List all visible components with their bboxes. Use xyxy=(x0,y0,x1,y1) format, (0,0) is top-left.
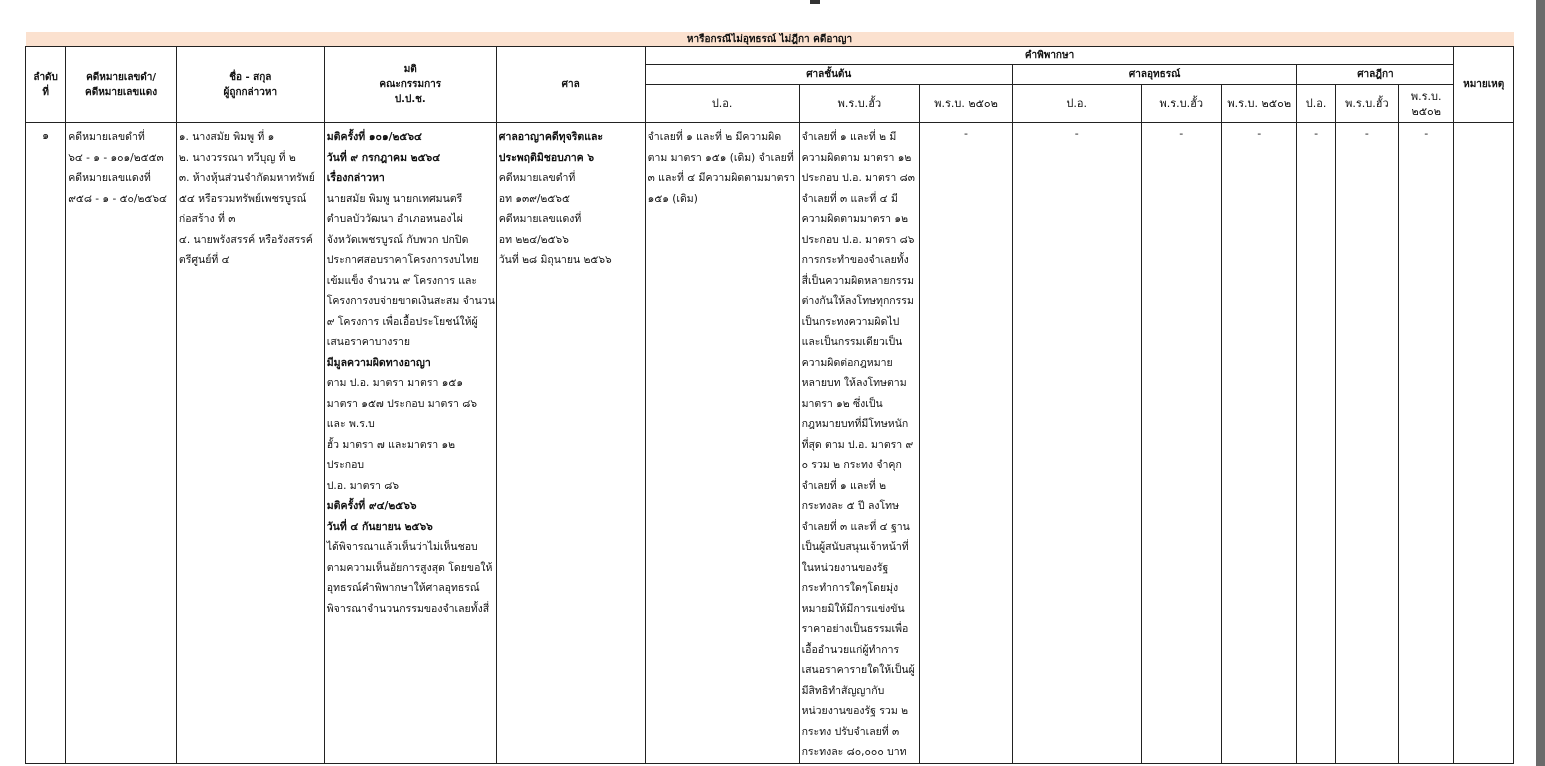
text-line: กระทำการใดๆโดยมุ่ง xyxy=(801,582,899,594)
text-line: ๓. ห้างหุ้นส่วนจำกัดมหาทรัพย์ xyxy=(178,172,315,184)
text-line: วันที่ ๔ กันยายน ๒๕๖๖ xyxy=(326,520,433,533)
text-line: จำเลยที่ ๓ และที่ ๔ มี xyxy=(801,192,898,205)
header-accused-name: ชื่อ - สกุล ผู้ถูกกล่าวหา xyxy=(176,47,324,123)
text-line: ๒. นางวรรณา ทวีบุญ ที่ ๒ xyxy=(178,151,296,164)
text-line: พิจารณาจำนวนกรรมของจำเลยทั้งสี่ xyxy=(326,602,490,615)
text-line: มีสิทธิทำสัญญากับ xyxy=(801,684,885,697)
text-line: ที่สุด ตาม ป.อ. มาตรา ๙ xyxy=(801,438,914,451)
cell-fi-act-2502: - xyxy=(920,123,1013,764)
text-line: อท ๒๒๔/๒๕๖๖ xyxy=(498,233,569,246)
text-line: ๑๕๑ (เดิม) xyxy=(647,192,698,205)
header-appeal-court: ศาลอุทธรณ์ xyxy=(1012,65,1297,85)
cell-sc-bid-act: - xyxy=(1335,123,1398,764)
text-line: คดีหมายเลขดำที่ xyxy=(498,172,576,184)
text-line: จำเลยที่ ๑ และที่ ๒ มีความผิด xyxy=(647,131,782,143)
header-sc-criminal-code: ป.อ. xyxy=(1297,85,1335,123)
text-line: เรื่องกล่าวหา xyxy=(326,172,385,184)
text-line: มีมูลความผิดทางอาญา xyxy=(326,356,431,369)
header-fi-bid-act: พ.ร.บ.ฮั้ว xyxy=(799,85,920,123)
cell-fi-bid-act xyxy=(799,123,920,764)
header-nacc-resolution: มติ คณะกรรมการ ป.ป.ช. xyxy=(324,47,496,123)
cell-case-number xyxy=(66,123,177,764)
text-line: ก่อสร้าง ที่ ๓ xyxy=(178,213,236,225)
header-ap-bid-act: พ.ร.บ.ฮั้ว xyxy=(1141,85,1221,123)
text-line: ความผิดตามมาตรา ๑๒ xyxy=(801,213,909,225)
text-line: มาตรา ๑๕๗ ประกอบ มาตรา ๘๖ xyxy=(326,397,478,410)
text-line: ๙๕๘ - ๑ - ๕๐/๒๕๖๔ xyxy=(68,192,167,205)
text-line: ตำบลบัววัฒนา อำเภอหนองไผ่ xyxy=(326,213,463,225)
cell-sc-criminal-code: - xyxy=(1297,123,1335,764)
cell-ap-bid-act: - xyxy=(1141,123,1221,764)
text-line: เป็นกระทงความผิดไป xyxy=(801,315,900,328)
text-line: และ พ.ร.บ xyxy=(326,418,375,430)
text-line: จำเลยที่ ๑ และที่ ๒ xyxy=(801,479,887,492)
text-line: การกระทำของจำเลยทั้ง xyxy=(801,254,909,266)
text-line: ๕๔ หรือรวมทรัพย์เพชรบูรณ์ xyxy=(178,192,307,205)
cell-sc-act-2502: - xyxy=(1399,123,1454,764)
header-sc-act-2502: พ.ร.บ. ๒๕๐๒ xyxy=(1399,85,1454,123)
cell-remarks xyxy=(1454,123,1514,764)
text-line: ๐ รวม ๒ กระทง จำคุก xyxy=(801,459,902,471)
text-line: กระทงละ ๕ ปี ลงโทษ xyxy=(801,500,899,512)
text-line: จังหวัดเพชรบูรณ์ กับพวก ปกปิด xyxy=(326,233,469,246)
cell-ap-criminal-code: - xyxy=(1012,123,1141,764)
cell-accused-names xyxy=(176,123,324,764)
text-line: ป.อ. มาตรา ๘๖ xyxy=(326,479,400,492)
cell-ap-act-2502: - xyxy=(1222,123,1297,764)
text-line: กระทงละ ๘๐,๐๐๐ บาท xyxy=(801,746,907,758)
text-line: ๔. นายพรังสรรค์ หรือรังสรรค์ xyxy=(178,233,313,246)
window-edge-bar xyxy=(1536,0,1545,766)
text-line: คดีหมายเลขแดงที่ xyxy=(498,213,582,225)
text-line: มาตรา ๑๒ ซึ่งเป็น xyxy=(801,397,883,410)
header-first-instance-court: ศาลชั้นต้น xyxy=(645,65,1012,85)
text-line: ตรีศูนย์ที่ ๔ xyxy=(178,254,230,266)
header-remarks: หมายเหตุ xyxy=(1454,47,1514,123)
text-line: ศาลอาญาคดีทุจริตและ xyxy=(498,131,604,143)
text-line: วันที่ ๒๘ มิถุนายน ๒๕๖๖ xyxy=(498,254,612,266)
cell-court xyxy=(496,123,645,764)
text-line: ในหน่วยงานของรัฐ xyxy=(801,561,889,574)
header-supreme-court: ศาลฎีกา xyxy=(1297,65,1454,85)
text-line: หลายบท ให้ลงโทษตาม xyxy=(801,377,907,389)
cell-fi-criminal-code xyxy=(645,123,799,764)
table-banner: หารือกรณีไม่อุทธรณ์ ไม่ฎีกา คดีอาญา xyxy=(26,32,1514,47)
text-line: วันที่ ๙ กรกฎาคม ๒๕๖๔ xyxy=(326,151,441,164)
text-line: ราคาอย่างเป็นธรรมเพื่อ xyxy=(801,623,909,635)
table-row xyxy=(26,123,1514,764)
text-line: มติครั้งที่ ๙๔/๒๕๖๖ xyxy=(326,500,417,512)
text-line: คดีหมายเลขแดงที่ xyxy=(68,172,151,184)
text-line: ต่างกันให้ลงโทษทุกกรรม xyxy=(801,295,914,307)
text-line: ๙ โครงการ เพื่อเอื้อประโยชน์ให้ผู้ xyxy=(326,315,478,328)
header-ap-act-2502: พ.ร.บ. ๒๕๐๒ xyxy=(1222,85,1297,123)
text-line: ตาม มาตรา ๑๕๑ (เดิม) จำเลยที่ xyxy=(647,151,794,164)
text-line: ๑. นางสมัย พิมพู ที่ ๑ xyxy=(178,131,275,143)
text-line: ๖๔ - ๑ - ๑๐๑/๒๕๕๓ xyxy=(68,151,164,164)
text-line: ประกอบ xyxy=(326,459,365,471)
header-court: ศาล xyxy=(496,47,645,123)
cell-resolution xyxy=(324,123,496,764)
text-line: เสนอราคาบางราย xyxy=(326,336,411,348)
text-line: ฮั้ว มาตรา ๗ และมาตรา ๑๒ xyxy=(326,438,456,451)
text-line: ประพฤติมิชอบภาค ๖ xyxy=(498,151,595,164)
text-line: หน่วยงานของรัฐ รวม ๒ xyxy=(801,705,909,717)
text-line: ตาม ป.อ. มาตรา มาตรา ๑๕๑ xyxy=(326,377,464,389)
text-line: เสนอราคารายใดให้เป็นผู้ xyxy=(801,664,915,676)
text-line: คดีหมายเลขดำที่ xyxy=(68,131,145,143)
text-line: จำเลยที่ ๓ และที่ ๔ ฐาน xyxy=(801,520,910,533)
text-line: อุทธรณ์คำพิพากษาให้ศาลอุทธรณ์ xyxy=(326,582,480,594)
text-line: เป็นผู้สนับสนุนเจ้าหน้าที่ xyxy=(801,541,909,553)
text-line: สี่เป็นความผิดหลายกรรม xyxy=(801,274,915,287)
text-line: มติครั้งที่ ๑๐๑/๒๕๖๔ xyxy=(326,131,422,143)
text-line: ความผิดตาม มาตรา ๑๒ xyxy=(801,151,912,164)
text-line: จำเลยที่ ๑ และที่ ๒ มี xyxy=(801,131,897,143)
text-line: ๓ และที่ ๔ มีความผิดตามมาตรา xyxy=(647,172,795,184)
text-line: เอื้ออำนวยแก่ผู้ทำการ xyxy=(801,643,900,656)
text-line: หมายมิให้มีการแข่งขัน xyxy=(801,602,905,615)
text-line: ตามความเห็นอัยการสูงสุด โดยขอให้ xyxy=(326,561,493,574)
header-judgment: คำพิพากษา xyxy=(645,47,1454,65)
cell-seq: ๑ xyxy=(26,123,66,764)
header-fi-criminal-code: ป.อ. xyxy=(645,85,799,123)
text-line: ประกอบ ป.อ. มาตรา ๘๖ xyxy=(801,233,915,246)
top-page-mark xyxy=(810,0,820,4)
header-case-number: คดีหมายเลขดำ/ คดีหมายเลขแดง xyxy=(66,47,177,123)
header-seq: ลำดับ ที่ xyxy=(26,47,66,123)
text-line: โครงการงบจ่ายขาดเงินสะสม จำนวน xyxy=(326,295,495,307)
text-line: ประกอบ ป.อ. มาตรา ๘๓ xyxy=(801,172,915,184)
text-line: อท ๑๓๙/๒๕๖๕ xyxy=(498,192,570,205)
text-line: กระทง ปรับจำเลยที่ ๓ xyxy=(801,725,900,738)
text-line: กฎหมายบทที่มีโทษหนัก xyxy=(801,418,909,430)
header-sc-bid-act: พ.ร.บ.ฮั้ว xyxy=(1335,85,1398,123)
text-line: ความผิดต่อกฎหมาย xyxy=(801,356,893,369)
text-line: นายสมัย พิมพู นายกเทศมนตรี xyxy=(326,192,463,205)
text-line: ได้พิจารณาแล้วเห็นว่าไม่เห็นชอบ xyxy=(326,541,478,553)
cases-table xyxy=(25,32,1514,764)
text-line: และเป็นกรรมเดียวเป็น xyxy=(801,336,903,348)
text-line: ประกาศสอบราคาโครงการงบไทย xyxy=(326,254,479,266)
header-ap-criminal-code: ป.อ. xyxy=(1012,85,1141,123)
header-fi-act-2502: พ.ร.บ. ๒๕๐๒ xyxy=(920,85,1013,123)
text-line: เข้มแข็ง จำนวน ๙ โครงการ และ xyxy=(326,274,478,287)
